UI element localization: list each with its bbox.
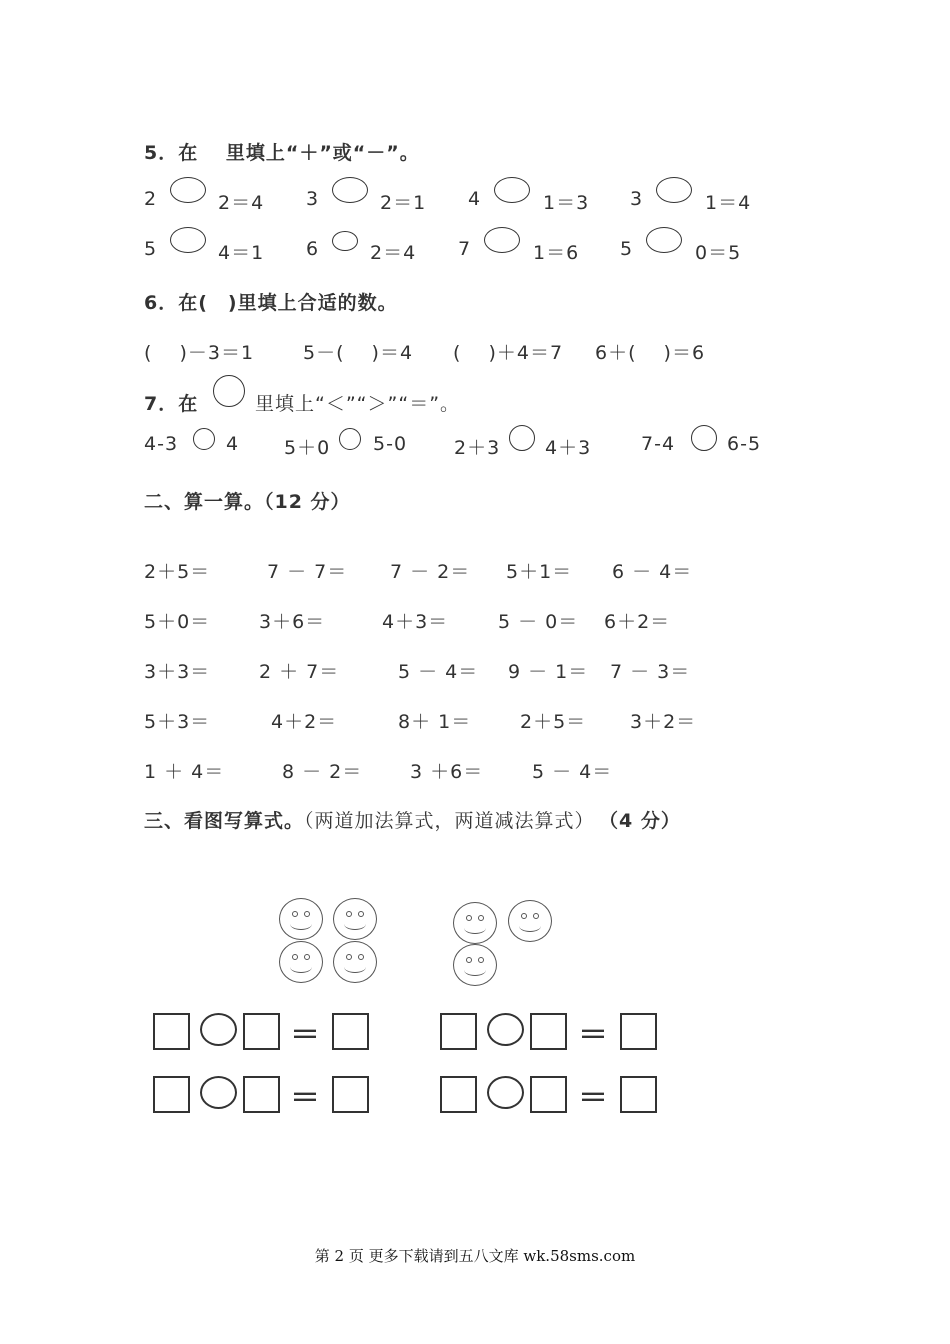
smiley-icon (333, 898, 377, 940)
answer-box[interactable] (440, 1013, 477, 1050)
q7-left: 4-3 (144, 433, 179, 455)
smiley-icon (453, 944, 497, 986)
q7-right: 4＋3 (545, 437, 592, 459)
q7-left: 7-4 (641, 433, 676, 455)
problem: 5＋3＝ (144, 711, 211, 733)
operator-circle[interactable] (487, 1076, 524, 1109)
problem: 5 － 4＝ (532, 761, 613, 783)
problem: 5＋1＝ (506, 561, 573, 583)
answer-box[interactable] (332, 1013, 369, 1050)
q6-title: 6．在( )里填上合适的数。 (144, 292, 398, 314)
problem: 2＋5＝ (144, 561, 211, 583)
q6-item: ( )＋4＝7 (453, 342, 564, 364)
answer-box[interactable] (243, 1013, 280, 1050)
q7-right: 6-5 (727, 433, 762, 455)
smiley-icon (508, 900, 552, 942)
answer-box[interactable] (530, 1076, 567, 1113)
problem: 4＋2＝ (271, 711, 338, 733)
equals-sign: ＝ (290, 1018, 320, 1053)
problem: 1 ＋ 4＝ (144, 761, 225, 783)
section3-heading (144, 806, 681, 833)
q5-result: 2＝1 (380, 192, 427, 214)
blank-circle[interactable] (170, 177, 206, 203)
problem: 6＋2＝ (604, 611, 671, 633)
q5-result: 1＝6 (533, 242, 580, 264)
problem: 4＋3＝ (382, 611, 449, 633)
compare-circle[interactable] (509, 425, 535, 451)
problem: 3＋3＝ (144, 661, 211, 683)
q7-title-a: 7．在 (144, 393, 199, 415)
circle-symbol (213, 375, 245, 407)
q5-operand: 3 (306, 188, 320, 210)
section3-heading-note: （两道加法算式，两道减法算式） (304, 810, 595, 832)
equals-sign: ＝ (290, 1081, 320, 1116)
problem: 6 － 4＝ (612, 561, 693, 583)
answer-box[interactable] (243, 1076, 280, 1113)
q5-operand: 6 (306, 238, 320, 260)
answer-box[interactable] (440, 1076, 477, 1113)
smiley-icon (279, 941, 323, 983)
q5-result: 2＝4 (218, 192, 265, 214)
compare-circle[interactable] (339, 428, 361, 450)
q5-title: 5．在 里填上“＋”或“－”。 (144, 142, 420, 164)
smiley-icon (279, 898, 323, 940)
equals-sign: ＝ (578, 1081, 608, 1116)
q5-operand: 7 (458, 238, 472, 260)
answer-box[interactable] (153, 1076, 190, 1113)
q7-left: 2＋3 (454, 437, 501, 459)
problem: 5＋0＝ (144, 611, 211, 633)
section3-heading-points: （4 分） (608, 810, 681, 832)
q5-operand: 5 (620, 238, 634, 260)
problem: 5 － 0＝ (498, 611, 579, 633)
section3-heading-main: 三、看图写算式。 (144, 810, 305, 832)
problem: 3 ＋6＝ (410, 761, 484, 783)
blank-circle[interactable] (494, 177, 530, 203)
q6-item: ( )－3＝1 (144, 342, 255, 364)
q6-item: 6＋( )＝6 (595, 342, 706, 364)
q7-right: 4 (226, 433, 240, 455)
problem: 8 － 2＝ (282, 761, 363, 783)
q5-result: 2＝4 (370, 242, 417, 264)
operator-circle[interactable] (200, 1076, 237, 1109)
compare-circle[interactable] (691, 425, 717, 451)
problem: 5 － 4＝ (398, 661, 479, 683)
q5-operand: 3 (630, 188, 644, 210)
q7-title-b: 里填上“＜”“＞”“＝”。 (255, 393, 461, 415)
problem: 7 － 7＝ (267, 561, 348, 583)
blank-circle[interactable] (646, 227, 682, 253)
section2-heading: 二、算一算。（12 分） (144, 491, 351, 513)
answer-box[interactable] (530, 1013, 567, 1050)
q7-left: 5＋0 (284, 437, 331, 459)
answer-box[interactable] (153, 1013, 190, 1050)
blank-circle[interactable] (332, 231, 358, 251)
answer-box[interactable] (620, 1076, 657, 1113)
q5-result: 4＝1 (218, 242, 265, 264)
problem: 3＋2＝ (630, 711, 697, 733)
q7-right: 5-0 (373, 433, 408, 455)
q5-result: 0＝5 (695, 242, 742, 264)
problem: 9 － 1＝ (508, 661, 589, 683)
q5-operand: 4 (468, 188, 482, 210)
blank-circle[interactable] (170, 227, 206, 253)
q5-operand: 2 (144, 188, 158, 210)
blank-circle[interactable] (656, 177, 692, 203)
problem: 3＋6＝ (259, 611, 326, 633)
answer-box[interactable] (620, 1013, 657, 1050)
problem: 2 ＋ 7＝ (259, 661, 340, 683)
problem: 7 － 2＝ (390, 561, 471, 583)
operator-circle[interactable] (200, 1013, 237, 1046)
compare-circle[interactable] (193, 428, 215, 450)
answer-box[interactable] (332, 1076, 369, 1113)
q5-result: 1＝4 (705, 192, 752, 214)
blank-circle[interactable] (484, 227, 520, 253)
q5-operand: 5 (144, 238, 158, 260)
problem: 2＋5＝ (520, 711, 587, 733)
page-footer: 第 2 页 更多下载请到五八文库 wk.58sms.com (314, 1247, 636, 1265)
operator-circle[interactable] (487, 1013, 524, 1046)
smiley-icon (453, 902, 497, 944)
q5-result: 1＝3 (543, 192, 590, 214)
smiley-icon (333, 941, 377, 983)
q6-item: 5－( )＝4 (303, 342, 414, 364)
problem: 8＋ 1＝ (398, 711, 472, 733)
blank-circle[interactable] (332, 177, 368, 203)
problem: 7 － 3＝ (610, 661, 691, 683)
equals-sign: ＝ (578, 1018, 608, 1053)
